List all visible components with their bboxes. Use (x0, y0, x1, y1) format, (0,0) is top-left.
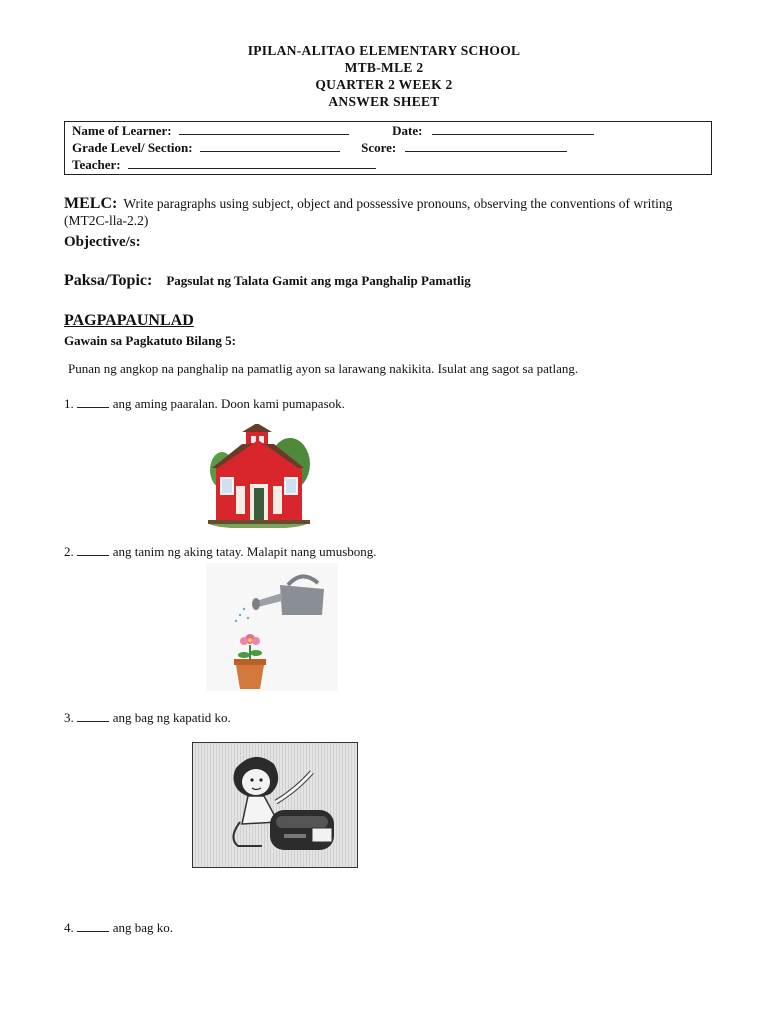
item-number: 3. (64, 710, 74, 725)
quarter-week: QUARTER 2 WEEK 2 (315, 77, 453, 92)
item-3 (64, 710, 231, 726)
melc-text: Write paragraphs using subject, object and possessive pronouns, observing the conventions of writing (MT2C-lla-2.2) (64, 196, 673, 228)
objective-label: Objective/s: (64, 234, 141, 250)
name-label: Name of Learner: (72, 123, 172, 138)
name-field[interactable] (179, 123, 349, 135)
section-title: PAGPAPAUNLAD (64, 312, 194, 329)
date-field[interactable] (432, 123, 594, 135)
activity-title: Gawain sa Pagkatuto Bilang 5: (64, 333, 236, 348)
score-field[interactable] (405, 140, 567, 152)
learner-info-box (64, 121, 712, 175)
teacher-field[interactable] (128, 157, 376, 169)
item-number: 1. (64, 396, 74, 411)
score-label: Score: (361, 140, 397, 155)
document-header (0, 42, 768, 110)
school-name: IPILAN-ALITAO ELEMENTARY SCHOOL (247, 43, 521, 58)
watering-plant-picture (206, 563, 338, 691)
item-number: 2. (64, 544, 74, 559)
answer-blank[interactable] (77, 920, 109, 932)
instructions: Punan ng angkop na panghalip na pamatlig ayon sa larawang nakikita. Isulat ang sagot sa patlang. (68, 361, 579, 376)
schoolhouse-picture (208, 424, 310, 528)
answer-blank[interactable] (77, 396, 109, 408)
item-text: ang bag ko. (112, 920, 174, 935)
item-text: ang bag ng kapatid ko. (112, 710, 231, 725)
topic-label: Paksa/Topic: (64, 272, 153, 289)
subject-title: MTB-MLE 2 (344, 60, 424, 75)
item-text: ang tanim ng aking tatay. Malapit nang umusbong. (112, 544, 377, 559)
item-1 (64, 396, 345, 412)
info-row-grade (72, 140, 567, 156)
item-4 (64, 920, 173, 936)
topic-text: Pagsulat ng Talata Gamit ang mga Panghalip Pamatlig (166, 273, 471, 288)
answer-blank[interactable] (77, 710, 109, 722)
date-label: Date: (392, 123, 423, 138)
answer-blank[interactable] (77, 544, 109, 556)
info-row-teacher (72, 157, 376, 173)
grade-label: Grade Level/ Section: (72, 140, 193, 155)
item-2 (64, 544, 377, 560)
info-row-name (72, 123, 594, 139)
child-with-bag-picture (192, 742, 358, 868)
melc-label: MELC: (64, 195, 118, 212)
sheet-title: ANSWER SHEET (328, 94, 440, 109)
item-text: ang aming paaralan. Doon kami pumapasok. (112, 396, 345, 411)
melc-block (64, 195, 714, 229)
teacher-label: Teacher: (72, 157, 121, 172)
item-number: 4. (64, 920, 74, 935)
topic-line (64, 272, 471, 290)
grade-field[interactable] (200, 140, 340, 152)
